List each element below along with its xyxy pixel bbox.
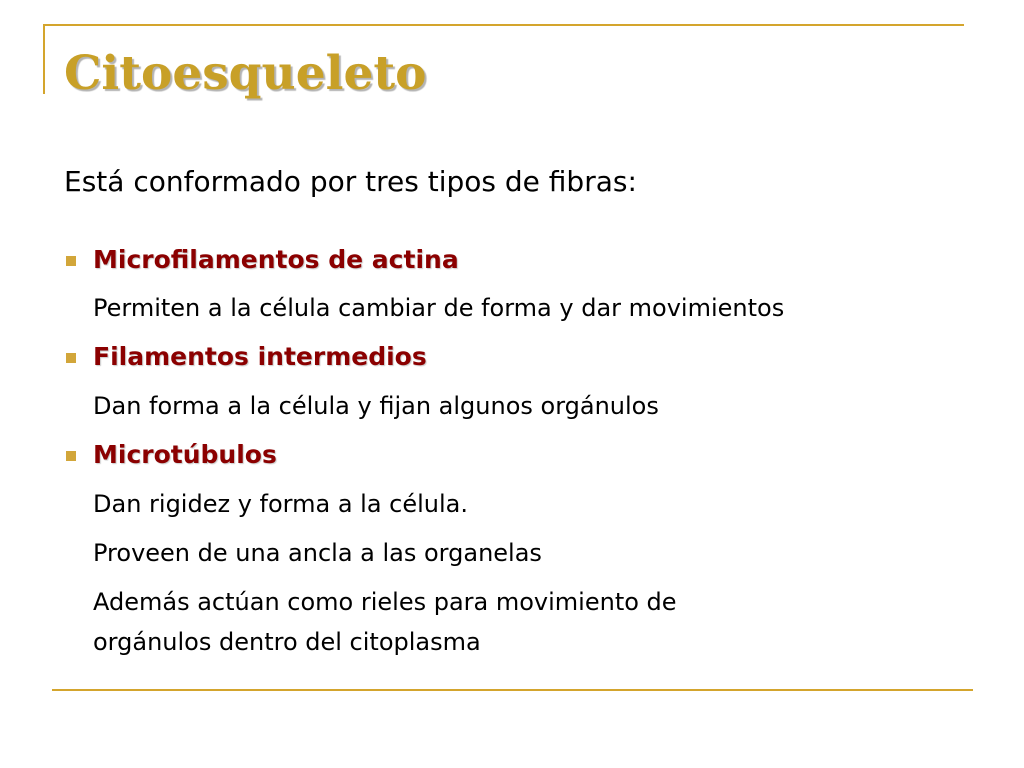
square-bullet-icon <box>66 256 76 266</box>
fiber-heading: Filamentos intermedios <box>93 342 427 371</box>
bottom-divider <box>52 689 973 691</box>
slide-title: Citoesqueleto <box>64 46 427 101</box>
fiber-description: orgánulos dentro del citoplasma <box>93 628 481 656</box>
fiber-heading: Microtúbulos <box>93 440 277 469</box>
fiber-description: Además actúan como rieles para movimiento de <box>93 588 677 616</box>
left-frame-line <box>43 24 45 94</box>
intro-text: Está conformado por tres tipos de fibras: <box>64 165 637 198</box>
fiber-description: Proveen de una ancla a las organelas <box>93 539 542 567</box>
fiber-description: Dan rigidez y forma a la célula. <box>93 490 468 518</box>
top-frame-line <box>43 24 964 26</box>
square-bullet-icon <box>66 353 76 363</box>
fiber-heading: Microfilamentos de actina <box>93 245 459 274</box>
fiber-description: Dan forma a la célula y fijan algunos orgánulos <box>93 392 659 420</box>
fiber-description: Permiten a la célula cambiar de forma y dar movimientos <box>93 294 785 322</box>
square-bullet-icon <box>66 451 76 461</box>
